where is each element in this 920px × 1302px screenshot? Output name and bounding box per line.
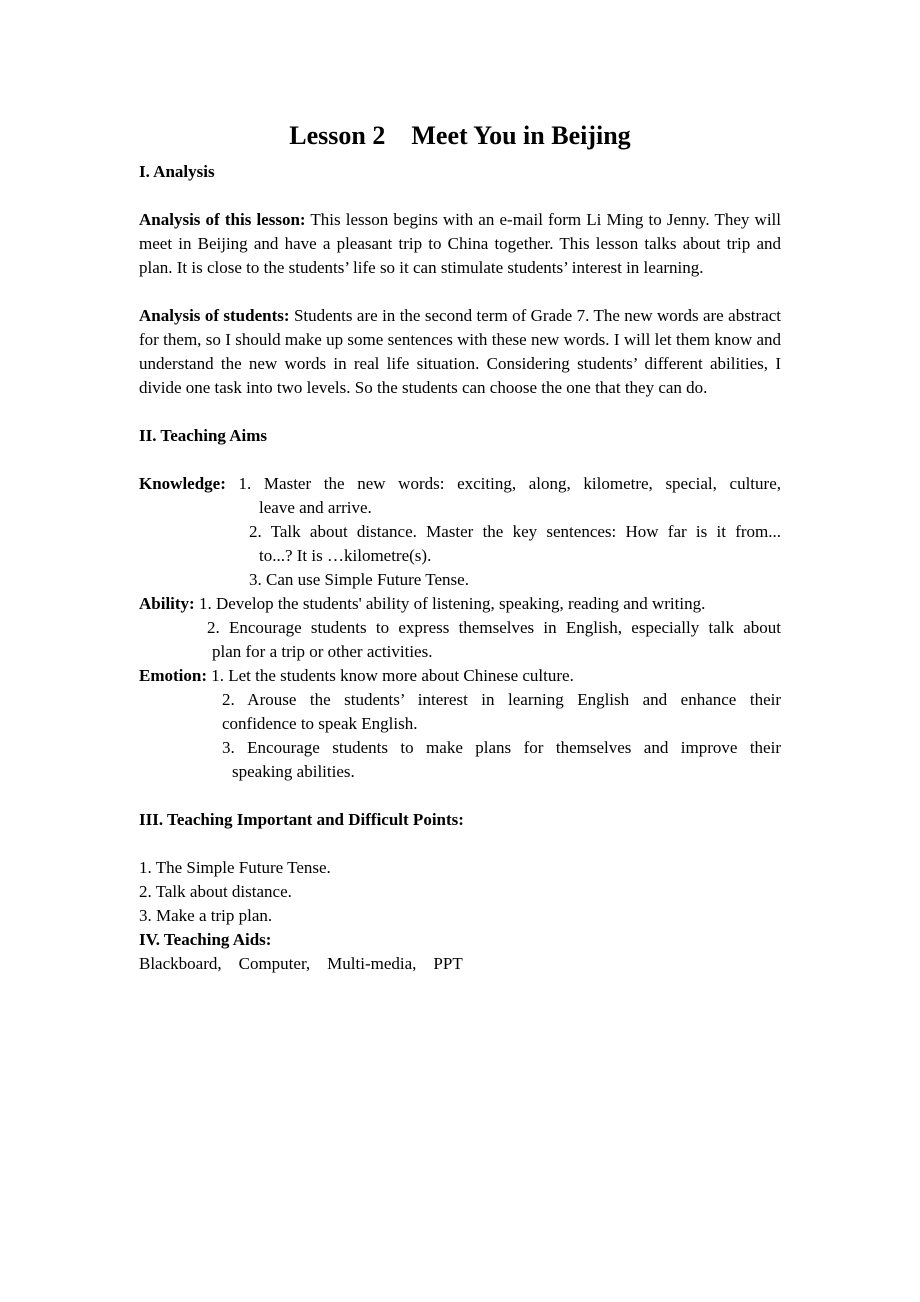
spacer <box>139 184 781 208</box>
knowledge-item-1 <box>139 472 781 496</box>
analysis-of-students-text: Students are in the second term of Grade 7. The new words are abstract for them, so I should make up some sentences with these new words. I will let them know and understand the new words in real life situation. Considering students’ different abilities, I divide one task into two levels. So the students can choose the one that they can do. <box>139 306 782 397</box>
section-teaching-aids-heading: IV. Teaching Aids: <box>139 930 272 949</box>
section-analysis-heading: I. Analysis <box>139 162 215 181</box>
knowledge-item-1-continued: leave and arrive. <box>259 498 372 517</box>
analysis-of-lesson-label: Analysis of this lesson: <box>139 210 306 229</box>
analysis-of-lesson-text: This lesson begins with an e-mail form Li Ming to Jenny. They will meet in Beijing and have a pleasant trip to China together. This lesson talks about trip and plan. It is close to the students’ life so it can stimulate students’ interest in learning. <box>139 210 781 277</box>
teaching-aids-list: Blackboard, Computer, Multi-media, PPT <box>139 954 463 973</box>
emotion-item-1 <box>139 664 781 688</box>
spacer <box>139 280 781 304</box>
important-point-1: 1. The Simple Future Tense. <box>139 858 331 877</box>
emotion-item-2: 2. Arouse the students’ interest in learning English and enhance their <box>222 690 781 709</box>
ability-item-1 <box>139 592 781 616</box>
knowledge-item-3: 3. Can use Simple Future Tense. <box>249 570 469 589</box>
ability-item-2: 2. Encourage students to express themselves in English, especially talk about <box>207 618 781 637</box>
spacer <box>139 832 781 856</box>
important-point-3: 3. Make a trip plan. <box>139 906 273 925</box>
lesson-title: Lesson 2 Meet You in Beijing <box>289 121 631 150</box>
knowledge-item-2: 2. Talk about distance. Master the key sentences: How far is it from... <box>249 522 781 541</box>
analysis-of-students-paragraph <box>139 304 781 400</box>
ability-label: Ability: <box>139 594 195 613</box>
document-body <box>139 118 781 976</box>
knowledge-item-1-text: 1. Master the new words: exciting, along, kilometre, special, culture, <box>225 474 781 493</box>
emotion-label: Emotion: <box>139 666 207 685</box>
section-important-points-heading: III. Teaching Important and Difficult Points: <box>139 810 464 829</box>
analysis-of-students-label: Analysis of students: <box>139 306 290 325</box>
section-teaching-aims-heading: II. Teaching Aims <box>139 426 268 445</box>
analysis-of-lesson-paragraph <box>139 208 781 280</box>
knowledge-item-2-continued: to...? It is …kilometre(s). <box>259 546 432 565</box>
ability-item-2-continued: plan for a trip or other activities. <box>212 642 433 661</box>
spacer <box>139 784 781 808</box>
ability-item-1-text: 1. Develop the students' ability of listening, speaking, reading and writing. <box>194 594 706 613</box>
important-point-2: 2. Talk about distance. <box>139 882 292 901</box>
spacer <box>139 448 781 472</box>
spacer <box>139 400 781 424</box>
knowledge-label: Knowledge: <box>139 474 226 493</box>
emotion-item-3-continued: speaking abilities. <box>232 762 355 781</box>
emotion-item-3: 3. Encourage students to make plans for themselves and improve their <box>222 738 781 757</box>
emotion-item-2-continued: confidence to speak English. <box>222 714 418 733</box>
emotion-item-1-text: 1. Let the students know more about Chinese culture. <box>207 666 574 685</box>
